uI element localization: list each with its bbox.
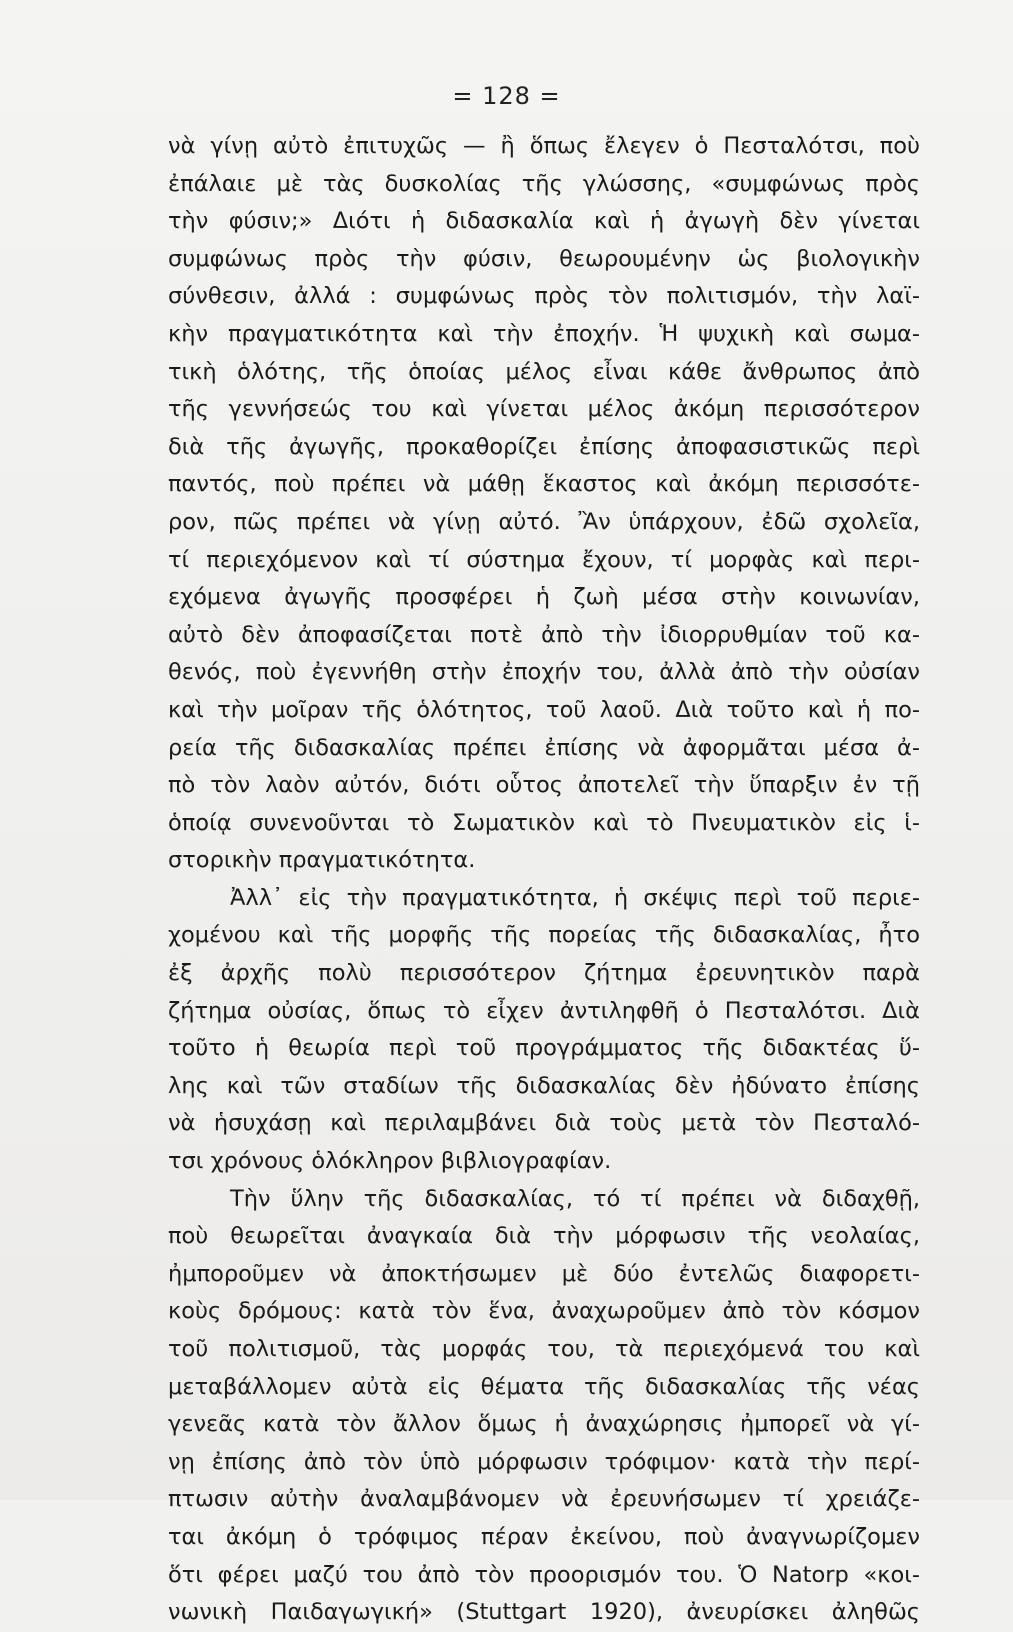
text-line: κὴν πραγματικότητα καὶ τὴν ἐποχήν. Ἡ ψυχικὴ καὶ σωμα- <box>168 320 920 347</box>
text-line: τὴν φύσιν;» Διότι ἡ διδασκαλία καὶ ἡ ἀγωγὴ δὲν γίνεται <box>168 208 920 235</box>
text-line: σύνθεσιν, ἀλλά : συμφώνως πρὸς τὸν πολιτισμόν, τὴν λαϊ- <box>168 283 920 310</box>
text-line: εχόμενα ἀγωγῆς προσφέρει ἡ ζωὴ μέσα στὴν κοινωνίαν, <box>168 584 920 611</box>
text-line: μεταβάλλομεν αὐτὰ εἰς θέματα τῆς διδασκαλίας τῆς νέας <box>168 1373 920 1400</box>
text-line: χομένου καὶ τῆς μορφῆς τῆς πορείας τῆς διδασκαλίας, ἦτο <box>168 922 920 949</box>
text-line: πτωσιν αὐτὴν ἀναλαμβάνομεν νὰ ἐρευνήσωμεν τί χρειάζε- <box>168 1486 920 1513</box>
text-line: ὁποίᾳ συνενοῦνται τὸ Σωματικὸν καὶ τὸ Πνευματικὸν εἰς ἱ- <box>168 809 920 836</box>
text-line: πὸ τὸν λαὸν αὐτόν, διότι οὗτος ἀποτελεῖ τὴν ὕπαρξιν ἐν τῇ <box>168 772 920 799</box>
text-line: ποὺ θεωρεῖται ἀναγκαία διὰ τὴν μόρφωσιν τῆς νεολαίας, <box>168 1223 920 1250</box>
text-line: ζήτημα οὐσίας, ὅπως τὸ εἶχεν ἀντιληφθῆ ὁ Πεσταλότσι. Διὰ <box>168 997 920 1024</box>
text-line: νῃ ἐπίσης ἀπὸ τὸν ὑπὸ μόρφωσιν τρόφιμον· κατὰ τὴν περί- <box>168 1448 920 1475</box>
text-line: ἐπάλαιε μὲ τὰς δυσκολίας τῆς γλώσσης, «συμφώνως πρὸς <box>168 170 920 197</box>
text-line: νωνικὴ Παιδαγωγική» (Stuttgart 1920), ἀνευρίσκει ἀληθῶς <box>168 1599 920 1626</box>
text-line: διὰ τῆς ἀγωγῆς, προκαθορίζει ἐπίσης ἀποφασιστικῶς περὶ <box>168 433 920 460</box>
text-line: τοῦ πολιτισμοῦ, τὰς μορφάς του, τὰ περιεχόμενά του καὶ <box>168 1336 920 1362</box>
text-line: αὐτὸ δὲν ἀποφασίζεται ποτὲ ἀπὸ τὴν ἰδιορρυθμίαν τοῦ κα- <box>168 621 920 648</box>
paragraph-end-line: στορικὴν πραγματικότητα. <box>168 847 476 874</box>
text-line: θενός, ποὺ ἐγεννήθη στὴν ἐποχήν του, ἀλλὰ ἀπὸ τὴν οὐσίαν <box>168 659 920 686</box>
paragraph-start-line: Ἀλλ᾽ εἰς τὴν πραγματικότητα, ἡ σκέψις περὶ τοῦ περιε- <box>230 884 920 911</box>
text-line: καὶ τὴν μοῖραν τῆς ὁλότητος, τοῦ λαοῦ. Διὰ τοῦτο καὶ ἡ πο- <box>168 696 920 723</box>
text-line: ρεία τῆς διδασκαλίας πρέπει ἐπίσης νὰ ἀφορμᾶται μέσα ἀ- <box>168 734 920 761</box>
text-line: τικὴ ὁλότης, τῆς ὁποίας μέλος εἶναι κάθε ἄνθρωπος ἀπὸ <box>168 358 920 385</box>
text-line: τοῦτο ἡ θεωρία περὶ τοῦ προγράμματος τῆς διδακτέας ὕ- <box>168 1035 920 1062</box>
text-line: λης καὶ τῶν σταδίων τῆς διδασκαλίας δὲν ἠδύνατο ἐπίσης <box>168 1072 920 1099</box>
paragraph-end-line: τσι χρόνους ὁλόκληρον βιβλιογραφίαν. <box>168 1148 612 1175</box>
text-line: ἐξ ἀρχῆς πολὺ περισσότερον ζήτημα ἐρευνητικὸν παρὰ <box>168 960 920 987</box>
text-line: ται ἀκόμη ὁ τρόφιμος πέραν ἐκείνου, ποὺ ἀναγνωρίζομεν <box>168 1523 920 1550</box>
text-line: νὰ ἡσυχάσῃ καὶ περιλαμβάνει διὰ τοὺς μετὰ τὸν Πεσταλό- <box>168 1110 920 1137</box>
page-number: = 128 = <box>452 82 561 110</box>
text-line: κοὺς δρόμους: κατὰ τὸν ἕνα, ἀναχωροῦμεν ἀπὸ τὸν κόσμον <box>168 1298 920 1325</box>
text-line: παντός, ποὺ πρέπει νὰ μάθῃ ἕκαστος καὶ ἀκόμη περισσότε- <box>168 471 920 498</box>
body-text <box>168 128 920 1632</box>
text-line: συμφώνως πρὸς τὴν φύσιν, θεωρουμένην ὡς βιολογικὴν <box>168 245 920 272</box>
text-line: ἠμποροῦμεν νὰ ἀποκτήσωμεν μὲ δύο ἐντελῶς διαφορετι- <box>168 1260 920 1287</box>
text-line: νὰ γίνῃ αὐτὸ ἐπιτυχῶς — ἢ ὅπως ἔλεγεν ὁ Πεσταλότσι, ποὺ <box>168 133 920 159</box>
paragraph-start-line: Τὴν ὕλην τῆς διδασκαλίας, τό τί πρέπει νὰ διδαχθῇ, <box>230 1185 920 1212</box>
text-line: τί περιεχόμενον καὶ τί σύστημα ἔχουν, τί μορφὰς καὶ περι- <box>168 546 920 573</box>
text-line: ρον, πῶς πρέπει νὰ γίνῃ αὐτό. Ἂν ὑπάρχουν, ἐδῶ σχολεῖα, <box>168 508 920 535</box>
text-line: γενεᾶς κατὰ τὸν ἄλλον ὅμως ἡ ἀναχώρησις ἠμπορεῖ νὰ γί- <box>168 1411 920 1438</box>
text-line: τῆς γεννήσεώς του καὶ γίνεται μέλος ἀκόμη περισσότερον <box>168 396 920 423</box>
text-line: ὅτι φέρει μαζύ του ἀπὸ τὸν προορισμόν του. Ὁ Natorp «κοι- <box>168 1561 920 1588</box>
